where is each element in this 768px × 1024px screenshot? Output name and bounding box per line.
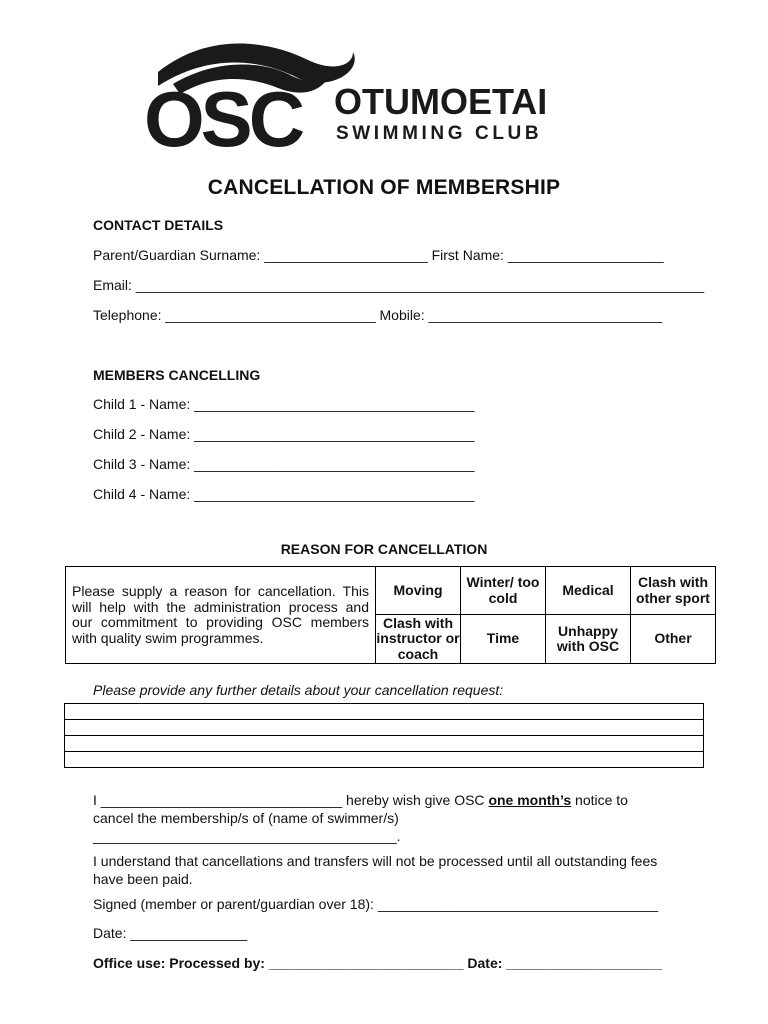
reason-option-moving[interactable]: Moving xyxy=(376,567,461,615)
child-1-field[interactable]: Child 1 - Name: ____________________________________ xyxy=(93,396,475,412)
surname-field[interactable]: Parent/Guardian Surname: _____________________ First Name: ____________________ xyxy=(93,247,664,263)
notice-emphasis: one month’s xyxy=(488,792,572,808)
child-2-field[interactable]: Child 2 - Name: ____________________________________ xyxy=(93,426,475,442)
further-details-box[interactable] xyxy=(64,703,704,768)
details-row[interactable] xyxy=(65,720,704,736)
reason-description: Please supply a reason for cancellation. This will help with the administration process and our commitment to providing OSC members with quality swim programmes. xyxy=(66,567,376,664)
reason-table xyxy=(65,566,716,664)
notice-line-2: cancel the membership/s of (name of swimmer/s) xyxy=(93,810,399,826)
notice-prefix: I _______________________________ hereby wish give OSC xyxy=(93,792,489,808)
notice-suffix: notice to xyxy=(571,792,628,808)
details-row[interactable] xyxy=(65,736,704,752)
reason-option-clash-sport[interactable]: Clash with other sport xyxy=(631,567,716,615)
club-logo xyxy=(138,34,578,154)
logo-name-line1: OTUMOETAI xyxy=(334,81,548,122)
further-details-label: Please provide any further details about your cancellation request: xyxy=(93,682,504,698)
telephone-field[interactable]: Telephone: ___________________________ Mobile: ______________________________ xyxy=(93,307,663,323)
contact-heading: CONTACT DETAILS xyxy=(93,217,224,233)
office-use-field[interactable]: Office use: Processed by: _________________________ Date: ____________________ xyxy=(93,955,663,971)
understand-line-2: have been paid. xyxy=(93,871,193,887)
reason-option-winter[interactable]: Winter/ too cold xyxy=(461,567,546,615)
reason-option-other[interactable]: Other xyxy=(631,615,716,664)
osc-logo-graphic xyxy=(138,34,578,154)
logo-name-line2: SWIMMING CLUB xyxy=(336,123,543,144)
reason-option-medical[interactable]: Medical xyxy=(546,567,631,615)
page-title: CANCELLATION OF MEMBERSHIP xyxy=(207,176,561,199)
notice-line[interactable] xyxy=(93,792,628,808)
child-4-field[interactable]: Child 4 - Name: ____________________________________ xyxy=(93,486,475,502)
details-row[interactable] xyxy=(65,704,704,720)
reason-option-unhappy[interactable]: Unhappy with OSC xyxy=(546,615,631,664)
swimmer-names-field[interactable]: _______________________________________. xyxy=(93,828,401,844)
email-field[interactable]: Email: _________________________________________________________________________ xyxy=(93,277,705,293)
reason-option-time[interactable]: Time xyxy=(461,615,546,664)
signature-field[interactable]: Signed (member or parent/guardian over 18): ____________________________________ xyxy=(93,896,659,912)
members-heading: MEMBERS CANCELLING xyxy=(93,367,261,383)
date-field[interactable]: Date: _______________ xyxy=(93,925,248,941)
details-row[interactable] xyxy=(65,752,704,768)
reason-option-clash-coach[interactable]: Clash with instructor or coach xyxy=(376,614,460,662)
child-3-field[interactable]: Child 3 - Name: ____________________________________ xyxy=(93,456,475,472)
logo-mark: OSC xyxy=(144,75,302,154)
understand-line-1: I understand that cancellations and transfers will not be processed until all outstanding fees xyxy=(93,853,658,869)
reason-heading: REASON FOR CANCELLATION xyxy=(280,541,488,557)
